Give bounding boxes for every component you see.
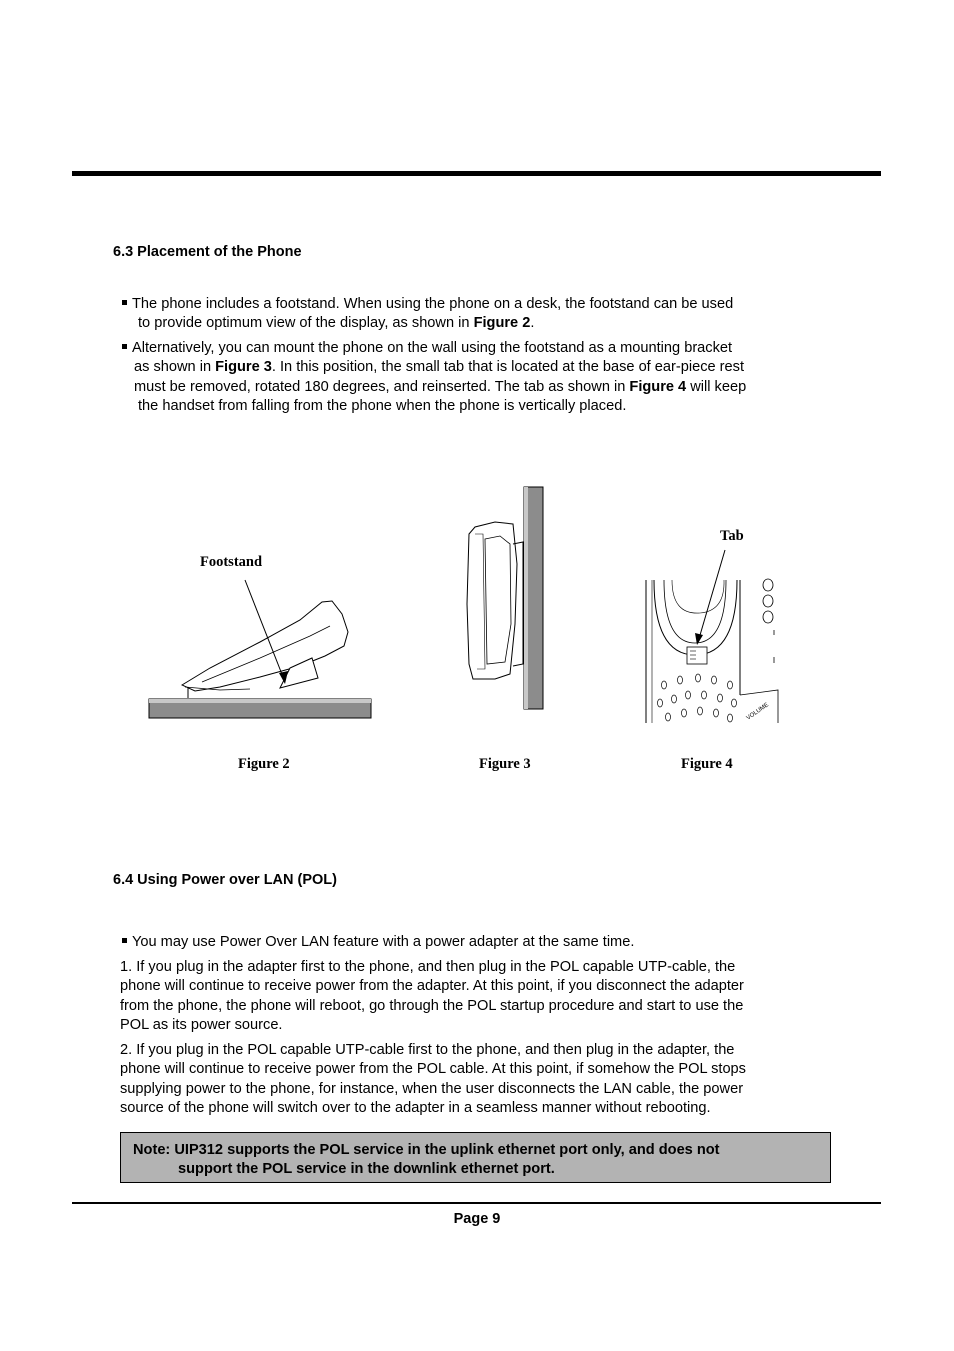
footstand-label: Footstand — [200, 554, 263, 570]
paragraph-cable-first: 2. If you plug in the POL capable UTP-cable first to the phone, and then plug in the adapter, the phone will continue to receive power from the POL cable. At this point, if somehow the POL stops supplying power to the phone, for instance, when the user disconnects the LAN cable, the power source of the phone will switch over to the adapter in a seamless manner without rebooting. — [120, 1042, 746, 1116]
note-text: Note: UIP312 supports the POL service in the uplink ethernet port only, and does not support the POL service in the downlink ethernet port. — [133, 1142, 720, 1178]
bullet-wall-mount: Alternatively, you can mount the phone on the wall using the footstand as a mounting bracket as shown in Figure 3. In this position, the small tab that is located at the base of ear-piece rest must be removed, rotated 180 degrees, and reinserted. The tab as shown in Figure 4 will keep the handset from falling from the phone when the phone is vertically placed. — [120, 339, 820, 416]
bullet-square-icon — [122, 344, 127, 349]
figure-2-caption: Figure 2 — [238, 756, 290, 772]
footer-rule — [72, 1202, 881, 1204]
section-heading-pol: 6.4 Using Power over LAN (POL) — [113, 872, 337, 888]
bullet-square-icon — [122, 938, 127, 943]
figure-3-phone-on-wall — [455, 484, 555, 714]
figure-3-caption: Figure 3 — [479, 756, 531, 772]
figure-4-caption: Figure 4 — [681, 756, 733, 772]
figure-2-phone-on-desk — [140, 570, 390, 730]
section-heading-placement: 6.3 Placement of the Phone — [113, 244, 302, 260]
tab-label: Tab — [720, 528, 744, 544]
note-box — [120, 1132, 831, 1183]
bullet-footstand: The phone includes a footstand. When using the phone on a desk, the footstand can be used to provide optimum view of the display, as shown in Figure 2. — [120, 295, 820, 334]
bullet-pol-adapter: You may use Power Over LAN feature with a power adapter at the same time. — [120, 933, 820, 952]
paragraph-adapter-first: 1. If you plug in the adapter first to the phone, and then plug in the POL capable UTP-cable, the phone will continue to receive power from the adapter. At this point, if you disconnect the adapter from the phone, the phone will reboot, go through the POL startup procedure and start to use the POL as its power source. — [120, 959, 744, 1033]
figure-4-tab-detail — [640, 545, 785, 725]
page-number: Page 9 — [453, 1211, 501, 1227]
volume-label: VOLUME — [745, 702, 770, 722]
header-rule — [72, 171, 881, 176]
bullet-square-icon — [122, 300, 127, 305]
